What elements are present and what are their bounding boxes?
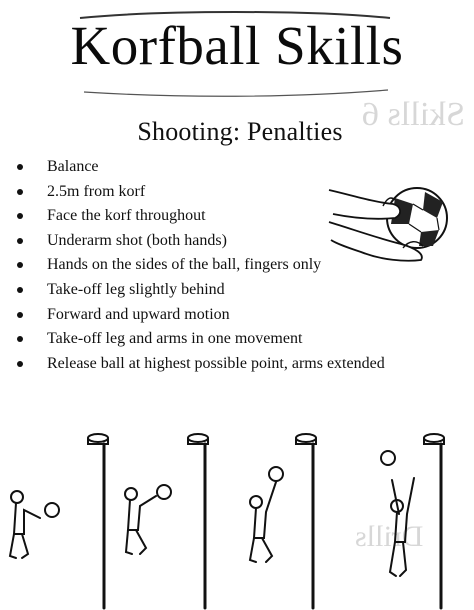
player-follow-through-icon [381,434,444,608]
bleed-through-text: Drills [355,520,424,553]
list-item-text: Take-off leg slightly behind [47,280,225,298]
list-item [17,304,385,329]
list-item [17,328,385,353]
player-lift-icon [125,434,208,608]
bullet-icon [17,238,23,244]
page-title: Korfball Skills [70,15,404,76]
bullet-icon [17,312,23,318]
bullet-icon [17,213,23,219]
bullet-icon [17,361,23,367]
bullet-icon [17,262,23,268]
shooting-sequence [0,430,474,610]
list-item-text: Hands on the sides of the ball, fingers only [47,256,322,274]
bullet-icon [17,336,23,342]
list-item [17,353,385,378]
bullet-icon [17,189,23,195]
player-release-icon [250,434,316,608]
list-item-text: 2.5m from korf [47,182,146,200]
hands-holding-ball-icon [325,168,455,268]
list-item-text: Take-off leg and arms in one movement [47,330,303,348]
bullet-icon [17,287,23,293]
player-ready-icon [10,434,108,608]
list-item-text: Release ball at highest possible point, arms extended [47,354,385,372]
bleed-through-text: Skills 6 [362,96,465,133]
section-subtitle: Shooting: Penalties [137,117,343,146]
list-item-text: Underarm shot (both hands) [47,231,227,249]
list-item-text: Balance [47,158,99,175]
list-item-text: Forward and upward motion [47,305,230,323]
list-item [17,279,385,304]
list-item-text: Face the korf throughout [47,207,206,225]
bullet-icon [17,164,23,170]
